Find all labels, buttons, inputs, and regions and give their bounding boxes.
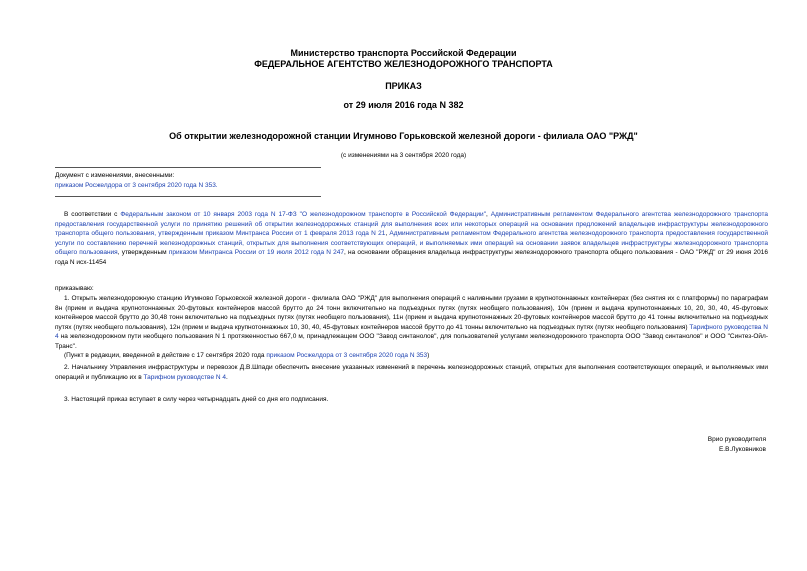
rosgeldor-order-link[interactable]: приказом Росжелдора от 3 сентября 2020 года N 353 [266,352,428,359]
preamble-text-5: , на основании обращения владельца инфраструктуры железнодорожного транспорта общего пользования - ОАО "РЖД" от 29 июня 2016 года N исх-11454 [55,249,768,266]
divider-bottom [55,196,321,197]
preamble-text-3: , [385,230,390,237]
preamble-text-1: В соответствии с [64,211,121,218]
tariff-guide-link-2[interactable]: Тарифном руководстве N 4 [143,373,226,381]
changes-box [55,171,345,190]
preamble-text-2: , [486,211,491,218]
item-3-paragraph [55,395,768,405]
admin-regulation-link-2[interactable]: Административным регламентом Федерального агентства железнодорожного транспорта предоставления государственной услуги по составлению перечней железнодорожных станций, открытых для выполнения соответствующих операций, и выполняемых ими операций на основании заявок владельцев инфраструктуры железнодорожного транспорта общего пользования [55,230,768,256]
mintrans-order-link[interactable]: приказом Минтранса России от 19 июля 2012 года N 247 [168,249,345,256]
doc-type: ПРИКАЗ [385,81,422,91]
item-2-text-1: 2. Начальнику Управления инфраструктуры и перевозок Д.В.Шпади обеспечить внесение указанных изменений в перечень железнодорожных станций, открытых для выполнения соответствующих операций, и выполняемых ими операций и публикацию их в [55,364,768,381]
item-1-text-1: 1. Открыть железнодорожную станцию Игумново Горьковской железной дороги - филиала ОАО "РЖД" для выполнения операций с наливными грузами в крупнотоннажных контейнерах (без снятия их с платформы) по параграфам 8н (прием и выдача крупнотоннажных 20-футовых контейнеров массой брутто до 24 тонн включительно на подъездных путях (путях необщего пользования), 10н (прием и выдача крупнотоннажных 10, 20, 30, 40, 45-футовых контейнеров массой брутто до 30,48 тонн включительно на подъездных путях (путях необщего пользования), 11н (прием и выдача крупнотоннажных 20-футовых контейнеров массой брутто до 41 тонны включительно на подъездных путях (путях необщего пользования), 12н (прием и выдача крупнотоннажных 10, 30, 40, 45-футовых контейнеров массой брутто до 41 тонны включительно на подъездных путях (путях необщего пользования) [55,295,768,331]
item-1-text-2: на железнодорожном пути необщего пользования N 1 протяженностью 667,0 м, принадлежащем ООО "Завод синтанолов", для пользователей услугами железнодорожного транспорта ООО "Завод синтанолов" и ООО "Синтез-Ойл-Транс". [55,333,768,350]
item-2-text-2: . [225,373,228,381]
signature-name: Е.В.Луковников [718,446,766,453]
amendment-note: (с изменениями на 3 сентября 2020 года) [340,152,467,159]
item-2-paragraph [55,363,768,382]
preamble-paragraph [55,210,768,267]
order-word: приказываю: [55,285,94,292]
tariff-guide-link-1[interactable]: Тарифного руководства N 4 [55,323,769,340]
ministry-name: Министерство транспорта Российской Федерации [290,48,517,58]
item-1-paragraph [55,294,768,351]
item-1-amend-end: ) [427,352,430,359]
signature-block [566,435,766,455]
federal-law-link[interactable]: Федеральным законом от 10 января 2003 года N 17-ФЗ "О железнодорожном транспорте в Российской Федерации" [120,211,486,218]
item-1-amendment [55,351,768,361]
item-1-amend-text: (Пункт в редакции, введенной в действие с 17 сентября 2020 года [64,352,267,359]
item-3-text: 3. Настоящий приказ вступает в силу через четырнадцать дней со дня его подписания. [64,396,329,403]
changes-link[interactable]: приказом Росжелдора от 3 сентября 2020 года N 353. [55,181,218,189]
admin-regulation-link-1[interactable]: Административным регламентом Федерального агентства железнодорожного транспорта предоставления государственной услуги по принятию решений об открытии железнодорожных станций для выполнения всех или некоторых операций на основании предложений владельцев инфраструктуры железнодорожного транспорта общего пользования, утвержденным приказом Минтранса России от 1 февраля 2013 года N 21 [55,211,768,237]
preamble-text-4: , утвержденным [117,249,169,256]
document-title: Об открытии железнодорожной станции Игумново Горьковской железной дороги - филиала ОАО "РЖД" [169,131,638,141]
doc-date: от 29 июля 2016 года N 382 [343,100,464,110]
divider-top [55,167,321,168]
changes-label: Документ с изменениями, внесенными: [55,172,175,179]
signature-position: Врио руководителя [707,436,766,443]
agency-name: ФЕДЕРАЛЬНОЕ АГЕНТСТВО ЖЕЛЕЗНОДОРОЖНОГО ТРАНСПОРТА [254,59,553,69]
